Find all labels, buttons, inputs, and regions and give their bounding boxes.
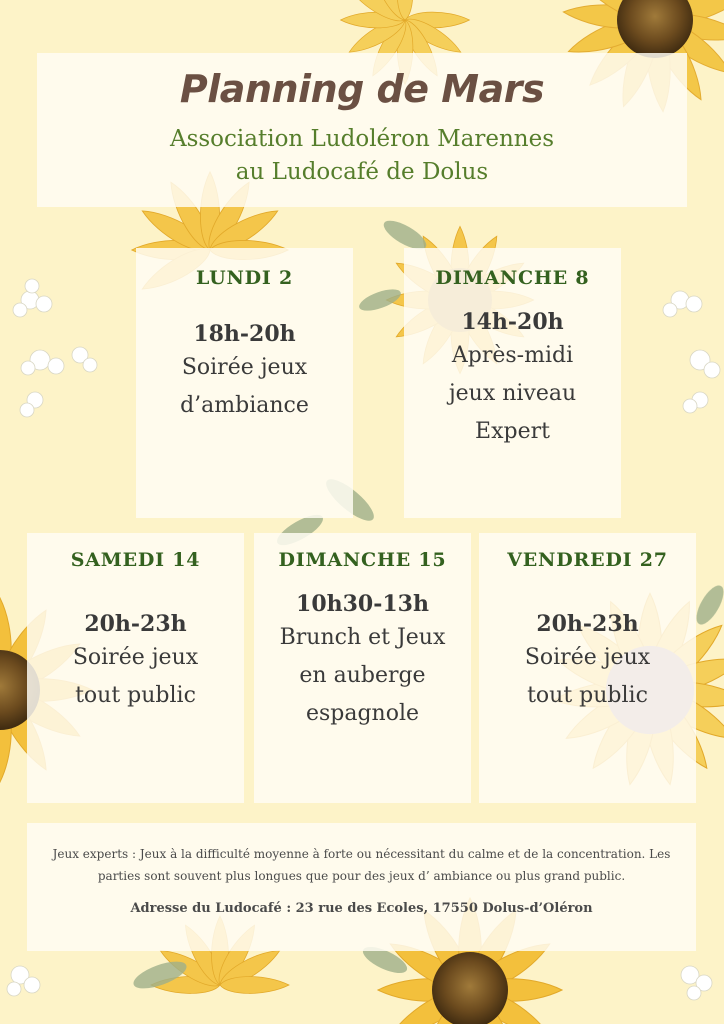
subtitle-line-2: au Ludocafé de Dolus (235, 159, 489, 185)
header-card (37, 53, 687, 207)
event-description-line: espagnole (305, 701, 420, 726)
event-description (27, 639, 244, 715)
page-title: Planning de Mars (179, 67, 545, 111)
event-description-line: Après-midi (451, 343, 574, 368)
event-description-line: Soirée jeux (524, 645, 651, 670)
event-time: 20h-23h (84, 611, 187, 637)
event-card-vendredi-27 (479, 533, 696, 803)
event-day: SAMEDI 14 (70, 549, 201, 571)
event-description (254, 619, 471, 733)
event-description-line: Expert (475, 419, 550, 444)
event-description-line: Soirée jeux (72, 645, 199, 670)
event-description-line: tout public (75, 683, 196, 708)
event-description (136, 349, 353, 425)
page-subtitle (37, 123, 687, 189)
event-description-line: tout public (527, 683, 648, 708)
event-card-dimanche-15 (254, 533, 471, 803)
event-card-lundi-2 (136, 248, 353, 518)
footer-note-line-2: parties sont souvent plus longues que pour des jeux d’ ambiance ou plus grand public. (97, 869, 626, 883)
event-description-line: Brunch et Jeux (279, 625, 446, 650)
event-description-line: Soirée jeux (181, 355, 308, 380)
event-day: LUNDI 2 (195, 267, 294, 289)
event-day: VENDREDI 27 (507, 549, 668, 571)
event-time: 18h-20h (193, 321, 296, 347)
footer-address: Adresse du Ludocafé : 23 rue des Ecoles, 17550 Dolus-d’Oléron (130, 901, 593, 916)
subtitle-line-1: Association Ludoléron Marennes (169, 126, 555, 152)
event-day: DIMANCHE 15 (278, 549, 447, 571)
event-description-line: d’ambiance (180, 393, 309, 418)
footer-card (27, 823, 696, 951)
event-time: 14h-20h (461, 309, 564, 335)
event-day: DIMANCHE 8 (435, 267, 590, 289)
event-time: 10h30-13h (296, 591, 429, 617)
event-description (404, 337, 621, 451)
event-description (479, 639, 696, 715)
event-card-dimanche-8 (404, 248, 621, 518)
footer-note-line-1: Jeux experts : Jeux à la difficulté moyenne à forte ou nécessitant du calme et de la concentration. Les (52, 847, 671, 861)
event-description-line: jeux niveau (448, 381, 577, 406)
event-description-line: en auberge (299, 663, 426, 688)
footer-note (33, 843, 690, 887)
event-card-samedi-14 (27, 533, 244, 803)
event-time: 20h-23h (536, 611, 639, 637)
